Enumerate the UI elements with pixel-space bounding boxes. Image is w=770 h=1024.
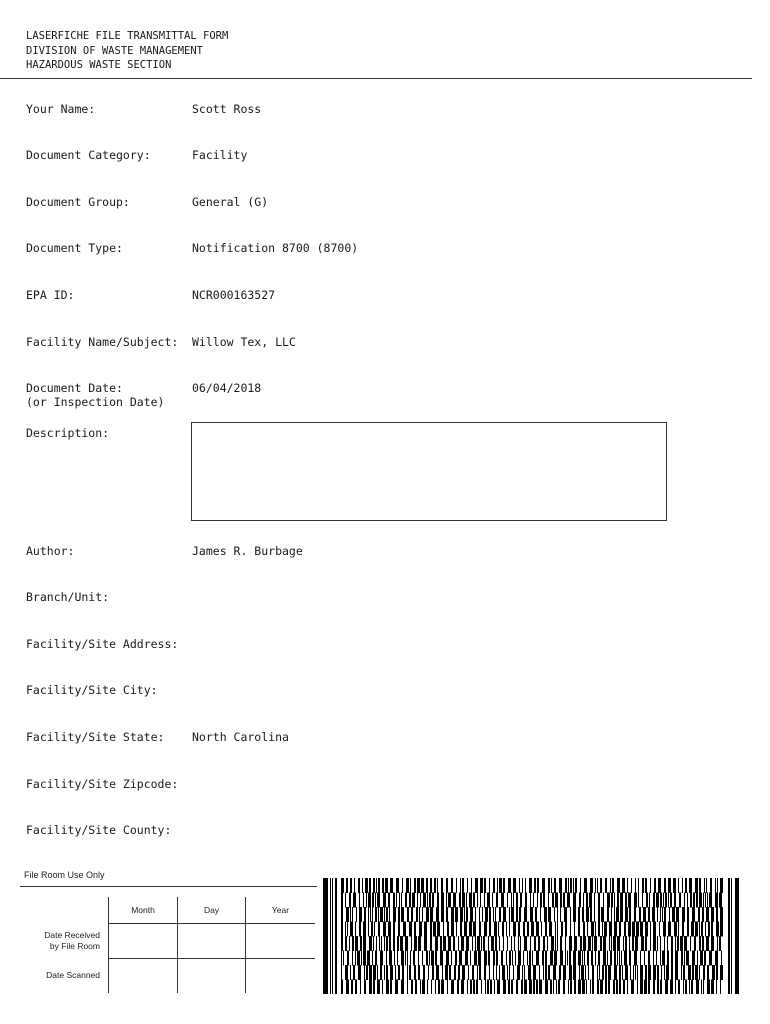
site-state-value: North Carolina xyxy=(192,730,289,744)
site-city-label: Facility/Site City: xyxy=(26,683,158,697)
division-name: DIVISION OF WASTE MANAGEMENT xyxy=(26,44,204,57)
form-header xyxy=(26,29,228,73)
date-scanned-label: Date Scanned xyxy=(46,970,100,981)
year-header: Year xyxy=(246,897,316,924)
date-scanned-row xyxy=(20,959,315,994)
document-date-label-line1: Document Date: xyxy=(26,381,123,395)
facility-name-value: Willow Tex, LLC xyxy=(192,335,296,349)
header-divider xyxy=(0,78,752,79)
document-date-label-line2: (or Inspection Date) xyxy=(26,395,165,409)
date-received-month-cell[interactable] xyxy=(109,924,178,959)
file-room-table xyxy=(20,897,315,993)
file-room-corner xyxy=(20,897,109,924)
epa-id-label: EPA ID: xyxy=(26,288,75,302)
day-header: Day xyxy=(178,897,246,924)
document-type-value: Notification 8700 (8700) xyxy=(192,241,359,255)
pdf417-barcode xyxy=(323,878,741,994)
date-received-label xyxy=(20,924,109,959)
document-category-value: Facility xyxy=(192,148,248,162)
file-room-header-row xyxy=(20,897,315,924)
date-received-label-line1: Date Received xyxy=(44,930,100,940)
month-header: Month xyxy=(109,897,178,924)
description-label: Description: xyxy=(26,426,110,440)
author-label: Author: xyxy=(26,544,75,558)
date-received-day-cell[interactable] xyxy=(178,924,246,959)
date-received-year-cell[interactable] xyxy=(246,924,316,959)
your-name-value: Scott Ross xyxy=(192,102,262,116)
site-address-label: Facility/Site Address: xyxy=(26,637,179,651)
site-state-label: Facility/Site State: xyxy=(26,730,165,744)
site-county-label: Facility/Site County: xyxy=(26,823,172,837)
date-received-label-line2: by File Room xyxy=(49,941,100,951)
document-type-label: Document Type: xyxy=(26,241,123,255)
site-zipcode-label: Facility/Site Zipcode: xyxy=(26,777,179,791)
document-date-label xyxy=(26,381,164,409)
date-received-row xyxy=(20,924,315,959)
document-date-value: 06/04/2018 xyxy=(192,381,262,395)
section-name: HAZARDOUS WASTE SECTION xyxy=(26,59,172,71)
file-room-divider xyxy=(20,886,317,887)
date-scanned-month-cell[interactable] xyxy=(109,959,178,994)
description-box[interactable] xyxy=(191,422,667,521)
epa-id-value: NCR000163527 xyxy=(192,288,276,302)
your-name-label: Your Name: xyxy=(26,102,96,116)
form-title: LASERFICHE FILE TRANSMITTAL FORM xyxy=(26,30,229,42)
facility-name-label: Facility Name/Subject: xyxy=(26,335,179,349)
date-scanned-year-cell[interactable] xyxy=(246,959,316,994)
date-scanned-day-cell[interactable] xyxy=(178,959,246,994)
document-category-label: Document Category: xyxy=(26,148,151,162)
branch-unit-label: Branch/Unit: xyxy=(26,590,110,604)
file-room-title: File Room Use Only xyxy=(24,870,105,880)
document-group-value: General (G) xyxy=(192,195,269,209)
author-value: James R. Burbage xyxy=(192,544,303,558)
document-group-label: Document Group: xyxy=(26,195,130,209)
